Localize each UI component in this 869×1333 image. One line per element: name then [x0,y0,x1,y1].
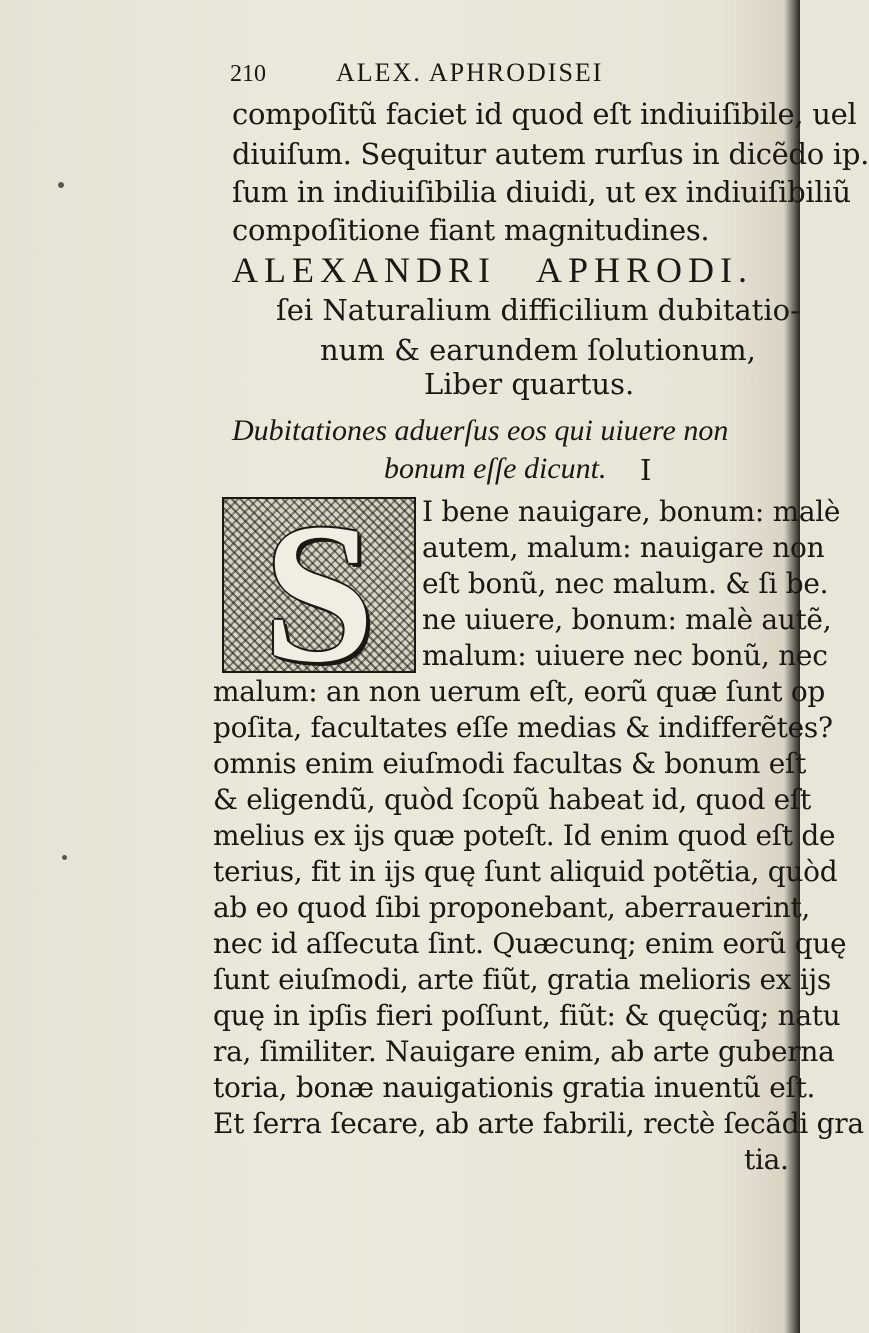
chapter-heading-line: bonum eſſe dicunt. [384,452,607,485]
running-header [230,60,603,86]
book-title-caps-right: APHRODI. [535,250,753,290]
decorated-initial [222,483,416,704]
book-title-line: ſei Naturalium difficilium dubitatio- [276,293,800,327]
paper-speck [62,855,67,860]
book-title-line: Liber quartus. [424,367,635,401]
drop-line: malum: uiuere nec bonũ, nec [422,639,828,672]
intro-line: compoſitione fiant magnitudines. [232,213,710,247]
page-number: 210 [230,61,266,87]
body-line: ſunt eiuſmodi, arte fiũt, gratia melioris ex ijs [213,963,831,996]
intro-line: diuiſum. Sequitur autem rurſus in dicẽdo ip. [232,137,869,171]
body-line: terius, fit in ijs quę ſunt aliquid potẽtia, quòd [213,855,838,888]
body-line: poſita, facultates eſſe medias & indifferẽtes? [213,711,833,744]
body-line: melius ex ijs quæ poteſt. Id enim quod eſt de [213,819,836,852]
body-line: ra, ſimiliter. Nauigare enim, ab arte guberna [213,1035,835,1068]
drop-line: autem, malum: nauigare non [422,531,825,564]
drop-line: ne uiuere, bonum: malè autẽ, [422,603,832,636]
body-line: nec id aſſecuta ſint. Quæcunq; enim eorũ quę [213,927,847,960]
body-line: toria, bonæ nauigationis gratia inuentũ eſt. [213,1071,816,1104]
paper-speck [58,182,64,188]
body-line: ab eo quod ſibi proponebant, aberrauerint, [213,891,811,924]
body-line: Et ſerra ſecare, ab arte fabrili, rectè ſecãdi gra [213,1107,864,1140]
book-title-caps [232,252,753,288]
intro-line: compoſitũ faciet id quod eſt indiuiſibile, uel [232,97,857,131]
book-title-line: num & earundem ſolutionum, [320,333,756,367]
body-line: quę in ipſis fieri poſſunt, fiũt: & quęcũq; natu [213,999,841,1032]
body-line: & eligendũ, quòd ſcopũ habeat id, quod eſt [213,783,811,816]
initial-letter: S [263,483,375,704]
body-line: tia. [744,1143,789,1176]
body-line: malum: an non uerum eſt, eorũ quæ ſunt op [213,675,826,708]
drop-line: eſt bonũ, nec malum. & ſi be. [422,567,829,600]
drop-line: I bene nauigare, bonum: malè [422,495,841,528]
book-title-caps-left: ALEXANDRI [232,250,496,290]
chapter-number: I [640,453,652,487]
chapter-heading-line: Dubitationes aduerſus eos qui uiuere non [232,414,729,447]
running-title: ALEX. APHRODISEI [336,58,604,87]
intro-line: ſum in indiuiſibilia diuidi, ut ex indiuiſibiliũ [232,175,851,209]
body-line: omnis enim eiuſmodi facultas & bonum eſt [213,747,807,780]
